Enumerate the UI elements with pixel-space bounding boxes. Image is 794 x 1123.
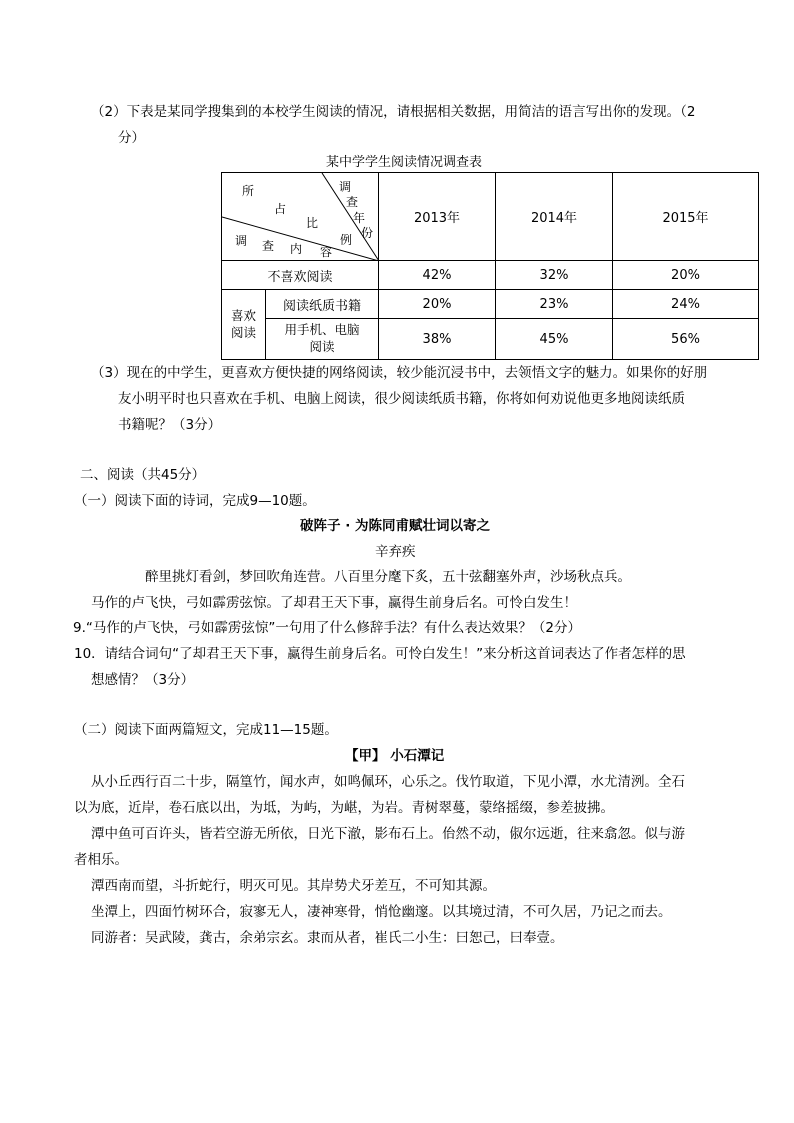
year-header: 2013年 xyxy=(379,173,496,261)
table-cell: 32% xyxy=(496,261,613,290)
poem-author: 辛弃疾 xyxy=(375,544,416,560)
corner-char: 内 xyxy=(290,242,303,256)
row-label-digital xyxy=(266,319,379,360)
corner-char: 例 xyxy=(340,233,353,247)
corner-char: 查 xyxy=(262,239,275,253)
corner-char: 所 xyxy=(242,184,255,198)
q3-line1: （3）现在的中学生，更喜欢方便快捷的网络阅读，较少能沉浸书中，去领悟文字的魅力。如果你的好朋 xyxy=(91,365,708,381)
q3-line3: 书籍呢？（3分） xyxy=(118,417,222,433)
question-9: 9.“马作的卢飞快，弓如霹雳弦惊”一句用了什么修辞手法？有什么表达效果？（2分） xyxy=(73,620,581,636)
table-cell: 24% xyxy=(613,290,759,319)
table-cell: 20% xyxy=(379,290,496,319)
corner-char: 查 xyxy=(346,195,359,209)
corner-char: 占 xyxy=(274,202,287,216)
q2-line2: 分） xyxy=(118,130,145,146)
group-label-like-reading xyxy=(222,290,266,360)
table-cell: 38% xyxy=(379,319,496,360)
question-10-line1: 10．请结合词句“了却君王天下事，赢得生前身后名。可怜白发生！”来分析这首词表达了作者怎样的思 xyxy=(74,646,686,662)
row-label-line: 用手机、电脑 xyxy=(284,322,360,338)
corner-char: 调 xyxy=(235,234,248,248)
essay-title: 【甲】 小石潭记 xyxy=(345,748,445,764)
essay-line: 潭中鱼可百许头，皆若空游无所依，日光下澈，影布石上。佁然不动，俶尔远逝，往来翕忽。似与游 xyxy=(91,826,685,842)
poem-line: 马作的卢飞快，弓如霹雳弦惊。了却君王天下事，赢得生前身后名。可怜白发生！ xyxy=(91,595,577,611)
corner-char: 份 xyxy=(361,226,374,240)
corner-char: 年 xyxy=(353,211,366,225)
section-title: 二、阅读（共45分） xyxy=(80,467,206,483)
q2-line1: （2）下表是某同学搜集到的本校学生阅读的情况，请根据相关数据，用简洁的语言写出你的发现。（2 xyxy=(91,104,696,120)
essay-line: 潭西南而望，斗折蛇行，明灭可见。其岸势犬牙差互，不可知其源。 xyxy=(91,878,496,894)
essay-line: 同游者：吴武陵，龚古，余弟宗玄。隶而从者，崔氏二小生：曰恕己，曰奉壹。 xyxy=(91,930,564,946)
table-cell: 45% xyxy=(496,319,613,360)
row-label-dislike: 不喜欢阅读 xyxy=(222,261,379,290)
q3-line2: 友小明平时也只喜欢在手机、电脑上阅读，很少阅读纸质书籍，你将如何劝说他更多地阅读纸质 xyxy=(118,391,685,407)
question-10-line2: 想感情？（3分） xyxy=(91,672,195,688)
essay-line: 坐潭上，四面竹树环合，寂寥无人，凄神寒骨，悄怆幽邃。以其境过清，不可久居，乃记之而去。 xyxy=(91,904,672,920)
row-label-paper: 阅读纸质书籍 xyxy=(266,290,379,319)
essay-line: 者相乐。 xyxy=(74,852,128,868)
table-cell: 42% xyxy=(379,261,496,290)
corner-char: 比 xyxy=(306,216,319,230)
table-cell: 23% xyxy=(496,290,613,319)
corner-char: 调 xyxy=(339,180,352,194)
poem-line: 醉里挑灯看剑，梦回吹角连营。八百里分麾下炙，五十弦翻塞外声，沙场秋点兵。 xyxy=(145,569,631,585)
year-header: 2015年 xyxy=(613,173,759,261)
group-label-line: 阅读 xyxy=(230,324,256,340)
year-header: 2014年 xyxy=(496,173,613,261)
part1-instruction: （一）阅读下面的诗词，完成9—10题。 xyxy=(74,493,316,509)
essay-line: 从小丘西行百二十步，隔篁竹，闻水声，如鸣佩环，心乐之。伐竹取道，下见小潭，水尤清洌。全石 xyxy=(91,774,685,790)
table-caption: 某中学学生阅读情况调查表 xyxy=(326,155,483,170)
survey-table xyxy=(221,172,759,360)
table-cell: 20% xyxy=(613,261,759,290)
table-cell: 56% xyxy=(613,319,759,360)
part2-instruction: （二）阅读下面两篇短文，完成11—15题。 xyxy=(74,722,338,738)
essay-line: 以为底，近岸，卷石底以出，为坻，为屿，为嵁，为岩。青树翠蔓，蒙络摇缀，参差披拂。 xyxy=(74,800,614,816)
row-label-line: 阅读 xyxy=(309,339,335,354)
group-label-line: 喜欢 xyxy=(230,307,256,323)
poem-title: 破阵子 · 为陈同甫赋壮词以寄之 xyxy=(300,518,491,534)
table-corner-header xyxy=(222,173,379,261)
corner-char: 容 xyxy=(320,245,333,259)
